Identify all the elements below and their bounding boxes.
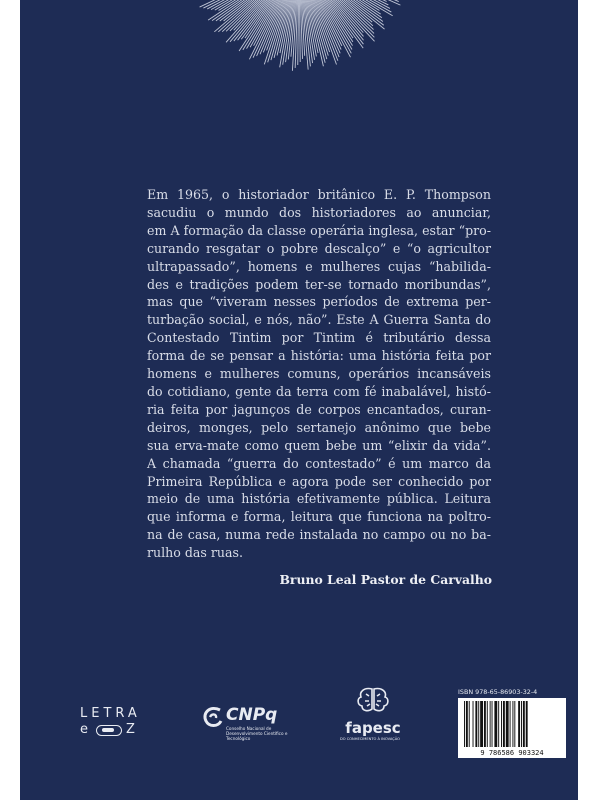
- isbn-block: [438, 688, 548, 758]
- blurb-line: na de casa, numa rede instalada no campo ou no ba-: [147, 527, 491, 543]
- letra-e-voz-line1: LETRA: [80, 706, 141, 721]
- barcode-digits: 9 786586 903324: [458, 749, 566, 758]
- brain-icon: [338, 686, 408, 714]
- blurb-line: forma de se pensar a história: uma história feita por: [147, 348, 491, 364]
- cnpq-swirl-icon: [200, 705, 226, 731]
- letra-e-voz-logo: [80, 706, 141, 738]
- blurb-author: Bruno Leal Pastor de Carvalho: [279, 572, 492, 587]
- blurb-line: A chamada “guerra do contestado” é um marco da: [147, 455, 491, 471]
- blurb-line: homens e mulheres comuns, operários incansáveis: [147, 366, 491, 382]
- back-cover: [20, 0, 578, 800]
- blurb-line: que informa e forma, leitura que funciona na poltro-: [147, 509, 491, 525]
- back-cover-blurb: [147, 186, 491, 562]
- fapesc-name: fapesc: [345, 719, 401, 737]
- blurb-line: sacudiu o mundo dos historiadores ao anunciar,: [147, 204, 491, 220]
- blurb-line: curando resgatar o pobre descalço” e “o agricultor: [147, 240, 491, 256]
- cnpq-subtitle: Conselho Nacional de Desenvolvimento Científico e Tecnológico: [226, 726, 288, 741]
- blurb-line: turbação social, e nós, não”. Este A Guerra Santa do: [147, 312, 491, 328]
- blurb-line: Primeira República e agora pode ser conhecido por: [147, 473, 491, 489]
- barcode: [458, 698, 566, 758]
- letra-e-voz-z: Z: [126, 722, 139, 737]
- fapesc-logo: [338, 686, 408, 741]
- fapesc-subtitle: DO CONHECIMENTO À INOVAÇÃO: [339, 737, 400, 741]
- cnpq-name: CNPq: [226, 705, 278, 725]
- isbn-label: ISBN 978-65-86903-32-4: [458, 688, 538, 696]
- blurb-line: em A formação da classe operária inglesa, estar “pro-: [147, 222, 491, 238]
- blurb-line: deiros, monges, pelo sertanejo anônimo que bebe: [147, 419, 491, 435]
- blurb-line: des e tradições podem ter-se tornado moribundas”,: [147, 276, 491, 292]
- blurb-line: Contestado Tintim por Tintim é tributário dessa: [147, 330, 491, 346]
- blurb-line: rulho das ruas.: [147, 545, 243, 561]
- blurb-line: do cotidiano, gente da terra com fé inabalável, histó-: [147, 383, 491, 399]
- cnpq-logo: [200, 705, 290, 741]
- blurb-line: Em 1965, o historiador britânico E. P. Thompson: [147, 187, 491, 202]
- blurb-line: ria feita por jagunços de corpos encantados, curan-: [147, 401, 491, 417]
- blurb-line: ultrapassado”, homens e mulheres cujas “habilida-: [147, 258, 491, 274]
- blurb-line: sua erva-mate como quem bebe um “elixir da vida”.: [147, 437, 491, 453]
- blurb-line: meio de uma história efetivamente pública. Leitura: [147, 491, 491, 507]
- sunburst-rays-icon: [20, 0, 578, 110]
- barcode-bars-icon: [458, 698, 566, 750]
- letra-e-voz-e: e: [80, 722, 92, 737]
- blurb-line: mas que “viveram nesses períodos de extrema per-: [147, 294, 491, 310]
- voz-mark-icon: [96, 725, 122, 736]
